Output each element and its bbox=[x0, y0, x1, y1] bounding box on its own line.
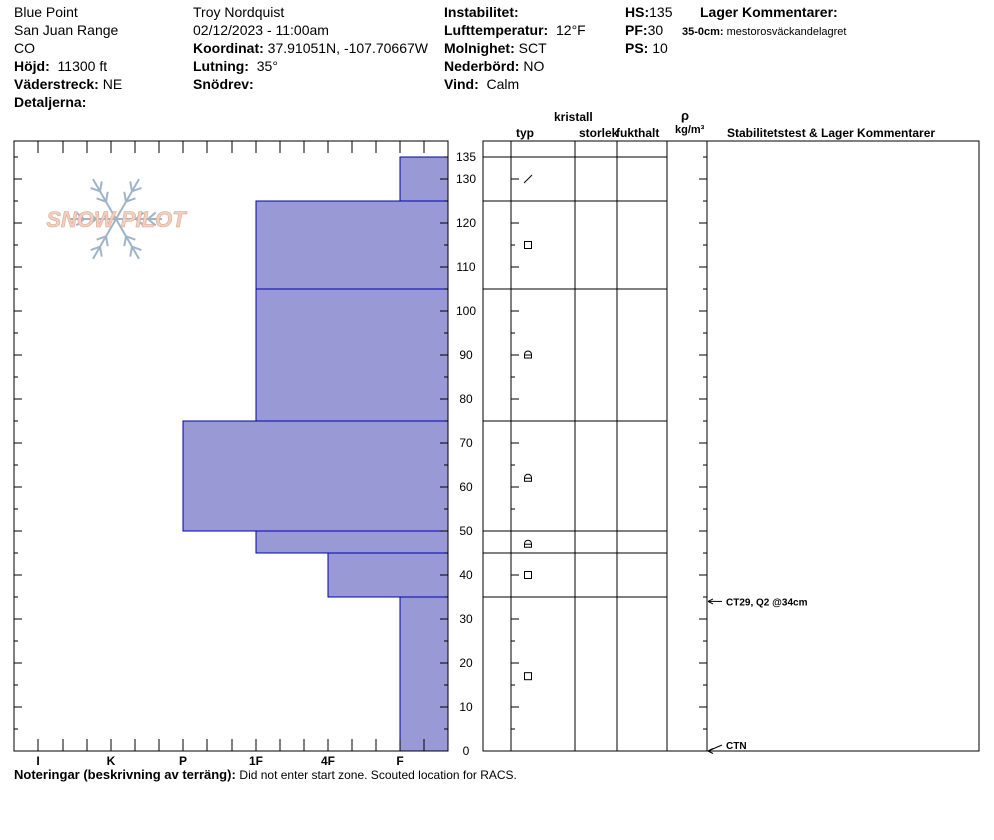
grain-symbol-rounded-faceted bbox=[525, 351, 532, 358]
snowflake-branch bbox=[100, 247, 102, 257]
pf-label: PF: bbox=[625, 22, 648, 38]
depth-tick-label: 90 bbox=[459, 348, 473, 362]
snowflake-branch bbox=[124, 236, 126, 246]
depth-tick-label: 20 bbox=[459, 656, 473, 670]
stability-test-label-0: CT29, Q2 @34cm bbox=[726, 597, 808, 609]
slope-label: Lutning: bbox=[193, 58, 249, 74]
ps-value: 10 bbox=[652, 40, 668, 56]
depth-tick-label: 135 bbox=[455, 150, 477, 164]
pf-value: 30 bbox=[647, 22, 664, 38]
snowflake-branch bbox=[130, 181, 132, 191]
stability-marks bbox=[708, 597, 808, 753]
depth-tick-label: 110 bbox=[456, 260, 476, 274]
logo-text: SNOW PILOT bbox=[46, 207, 186, 232]
layer-comment-range: 35-0cm: bbox=[682, 26, 724, 38]
precip-value: NO bbox=[523, 58, 545, 74]
details-label: Detaljerna: bbox=[14, 94, 87, 110]
hardness-label-F: F bbox=[396, 754, 404, 768]
grain-marks bbox=[524, 175, 532, 680]
notes bbox=[14, 767, 517, 782]
grain-frame bbox=[483, 141, 979, 751]
plot-frames bbox=[14, 141, 979, 751]
depth-tick-label: 130 bbox=[455, 172, 477, 186]
hardness-label-1F: 1F bbox=[248, 754, 264, 768]
stability-test-label-1: CTN bbox=[726, 741, 747, 752]
hardness-bar-1 bbox=[256, 201, 448, 289]
hardness-label-4F: 4F bbox=[320, 754, 336, 768]
grain-symbol-faceted bbox=[525, 673, 532, 680]
type-header: typ bbox=[516, 126, 534, 140]
depth-tick-label: 70 bbox=[459, 436, 473, 450]
moisture-header: fukthalt bbox=[616, 126, 660, 140]
hs-label: HS: bbox=[625, 4, 650, 20]
depth-tick-label: 30 bbox=[459, 612, 473, 626]
density-unit-header: kg/m³ bbox=[675, 124, 705, 136]
depth-tick-label: 0 bbox=[462, 744, 470, 758]
ps-label: PS: bbox=[625, 40, 649, 56]
snowpilot-logo bbox=[46, 179, 187, 259]
hardness-bar-3 bbox=[183, 421, 448, 531]
drift-label: Snödrev: bbox=[193, 76, 254, 92]
grain-symbol-rounded-faceted bbox=[525, 540, 532, 547]
depth-tick-label: 60 bbox=[459, 480, 473, 494]
hardness-label-P: P bbox=[178, 754, 188, 768]
size-header: storlek bbox=[579, 126, 619, 140]
grain-symbol-precip bbox=[524, 175, 532, 183]
hardness-bar-2 bbox=[256, 289, 448, 421]
slope-value: 35° bbox=[256, 58, 278, 74]
depth-tick-label: 120 bbox=[455, 216, 477, 230]
depth-tick-label: 40 bbox=[459, 568, 473, 582]
snowflake-branch bbox=[130, 247, 132, 257]
snowflake-branch bbox=[106, 192, 108, 202]
notes-label: Noteringar (beskrivning av terräng): bbox=[14, 767, 236, 782]
sky-value: SCT bbox=[518, 40, 547, 56]
hardness-label-K: K bbox=[106, 754, 116, 768]
hardness-label-I: I bbox=[36, 754, 40, 768]
depth-tick-label: 100 bbox=[455, 304, 477, 318]
hardness-bar-5 bbox=[328, 553, 448, 597]
coord-value: 37.91051N, -107.70667W bbox=[267, 40, 428, 56]
hardness-bar-6 bbox=[400, 597, 448, 751]
site-location: Blue Point bbox=[14, 4, 78, 20]
precip-label: Nederbörd: bbox=[444, 58, 520, 74]
aspect-value: NE bbox=[102, 76, 123, 92]
coord-label: Koordinat: bbox=[193, 40, 264, 56]
grain-symbol-rounded-faceted bbox=[525, 474, 532, 481]
snowflake-branch bbox=[100, 181, 102, 191]
rho-header: ρ bbox=[681, 108, 690, 123]
aspect-label: Väderstreck: bbox=[14, 76, 99, 92]
airtemp-value: 12°F bbox=[556, 22, 586, 38]
depth-tick-label: 10 bbox=[459, 700, 473, 714]
stability-header: Stabilitetstest & Lager Kommentarer bbox=[727, 126, 936, 140]
crystal-header: kristall bbox=[554, 110, 593, 124]
snowflake-branch bbox=[124, 192, 126, 202]
grain-symbol-faceted bbox=[525, 242, 532, 249]
wind-label: Vind: bbox=[444, 76, 479, 92]
snowflake-branch bbox=[106, 236, 108, 246]
airtemp-label: Lufttemperatur: bbox=[444, 22, 549, 38]
elevation-value: 11300 ft bbox=[57, 58, 108, 74]
hs-value: 135 bbox=[649, 4, 673, 20]
site-state: CO bbox=[14, 40, 35, 56]
layer-comment-text: mestorosväckandelagret bbox=[726, 26, 847, 38]
observation-datetime: 02/12/2023 - 11:00am bbox=[193, 22, 329, 38]
wind-value: Calm bbox=[486, 76, 520, 92]
elevation-label: Höjd: bbox=[14, 58, 50, 74]
hardness-layers bbox=[183, 157, 448, 751]
depth-tick-label: 50 bbox=[459, 524, 473, 538]
grain-symbol-faceted bbox=[525, 572, 532, 579]
notes-text: Did not enter start zone. Scouted location for RACS. bbox=[239, 768, 517, 782]
depth-tick-label: 80 bbox=[459, 392, 473, 406]
site-range: San Juan Range bbox=[14, 22, 119, 38]
instability-label: Instabilitet: bbox=[444, 4, 519, 20]
observer-name: Troy Nordquist bbox=[193, 4, 285, 20]
sky-label: Molnighet: bbox=[444, 40, 515, 56]
layer-comments-title-text: Lager Kommentarer: bbox=[700, 4, 838, 20]
hardness-bar-4 bbox=[256, 531, 448, 553]
